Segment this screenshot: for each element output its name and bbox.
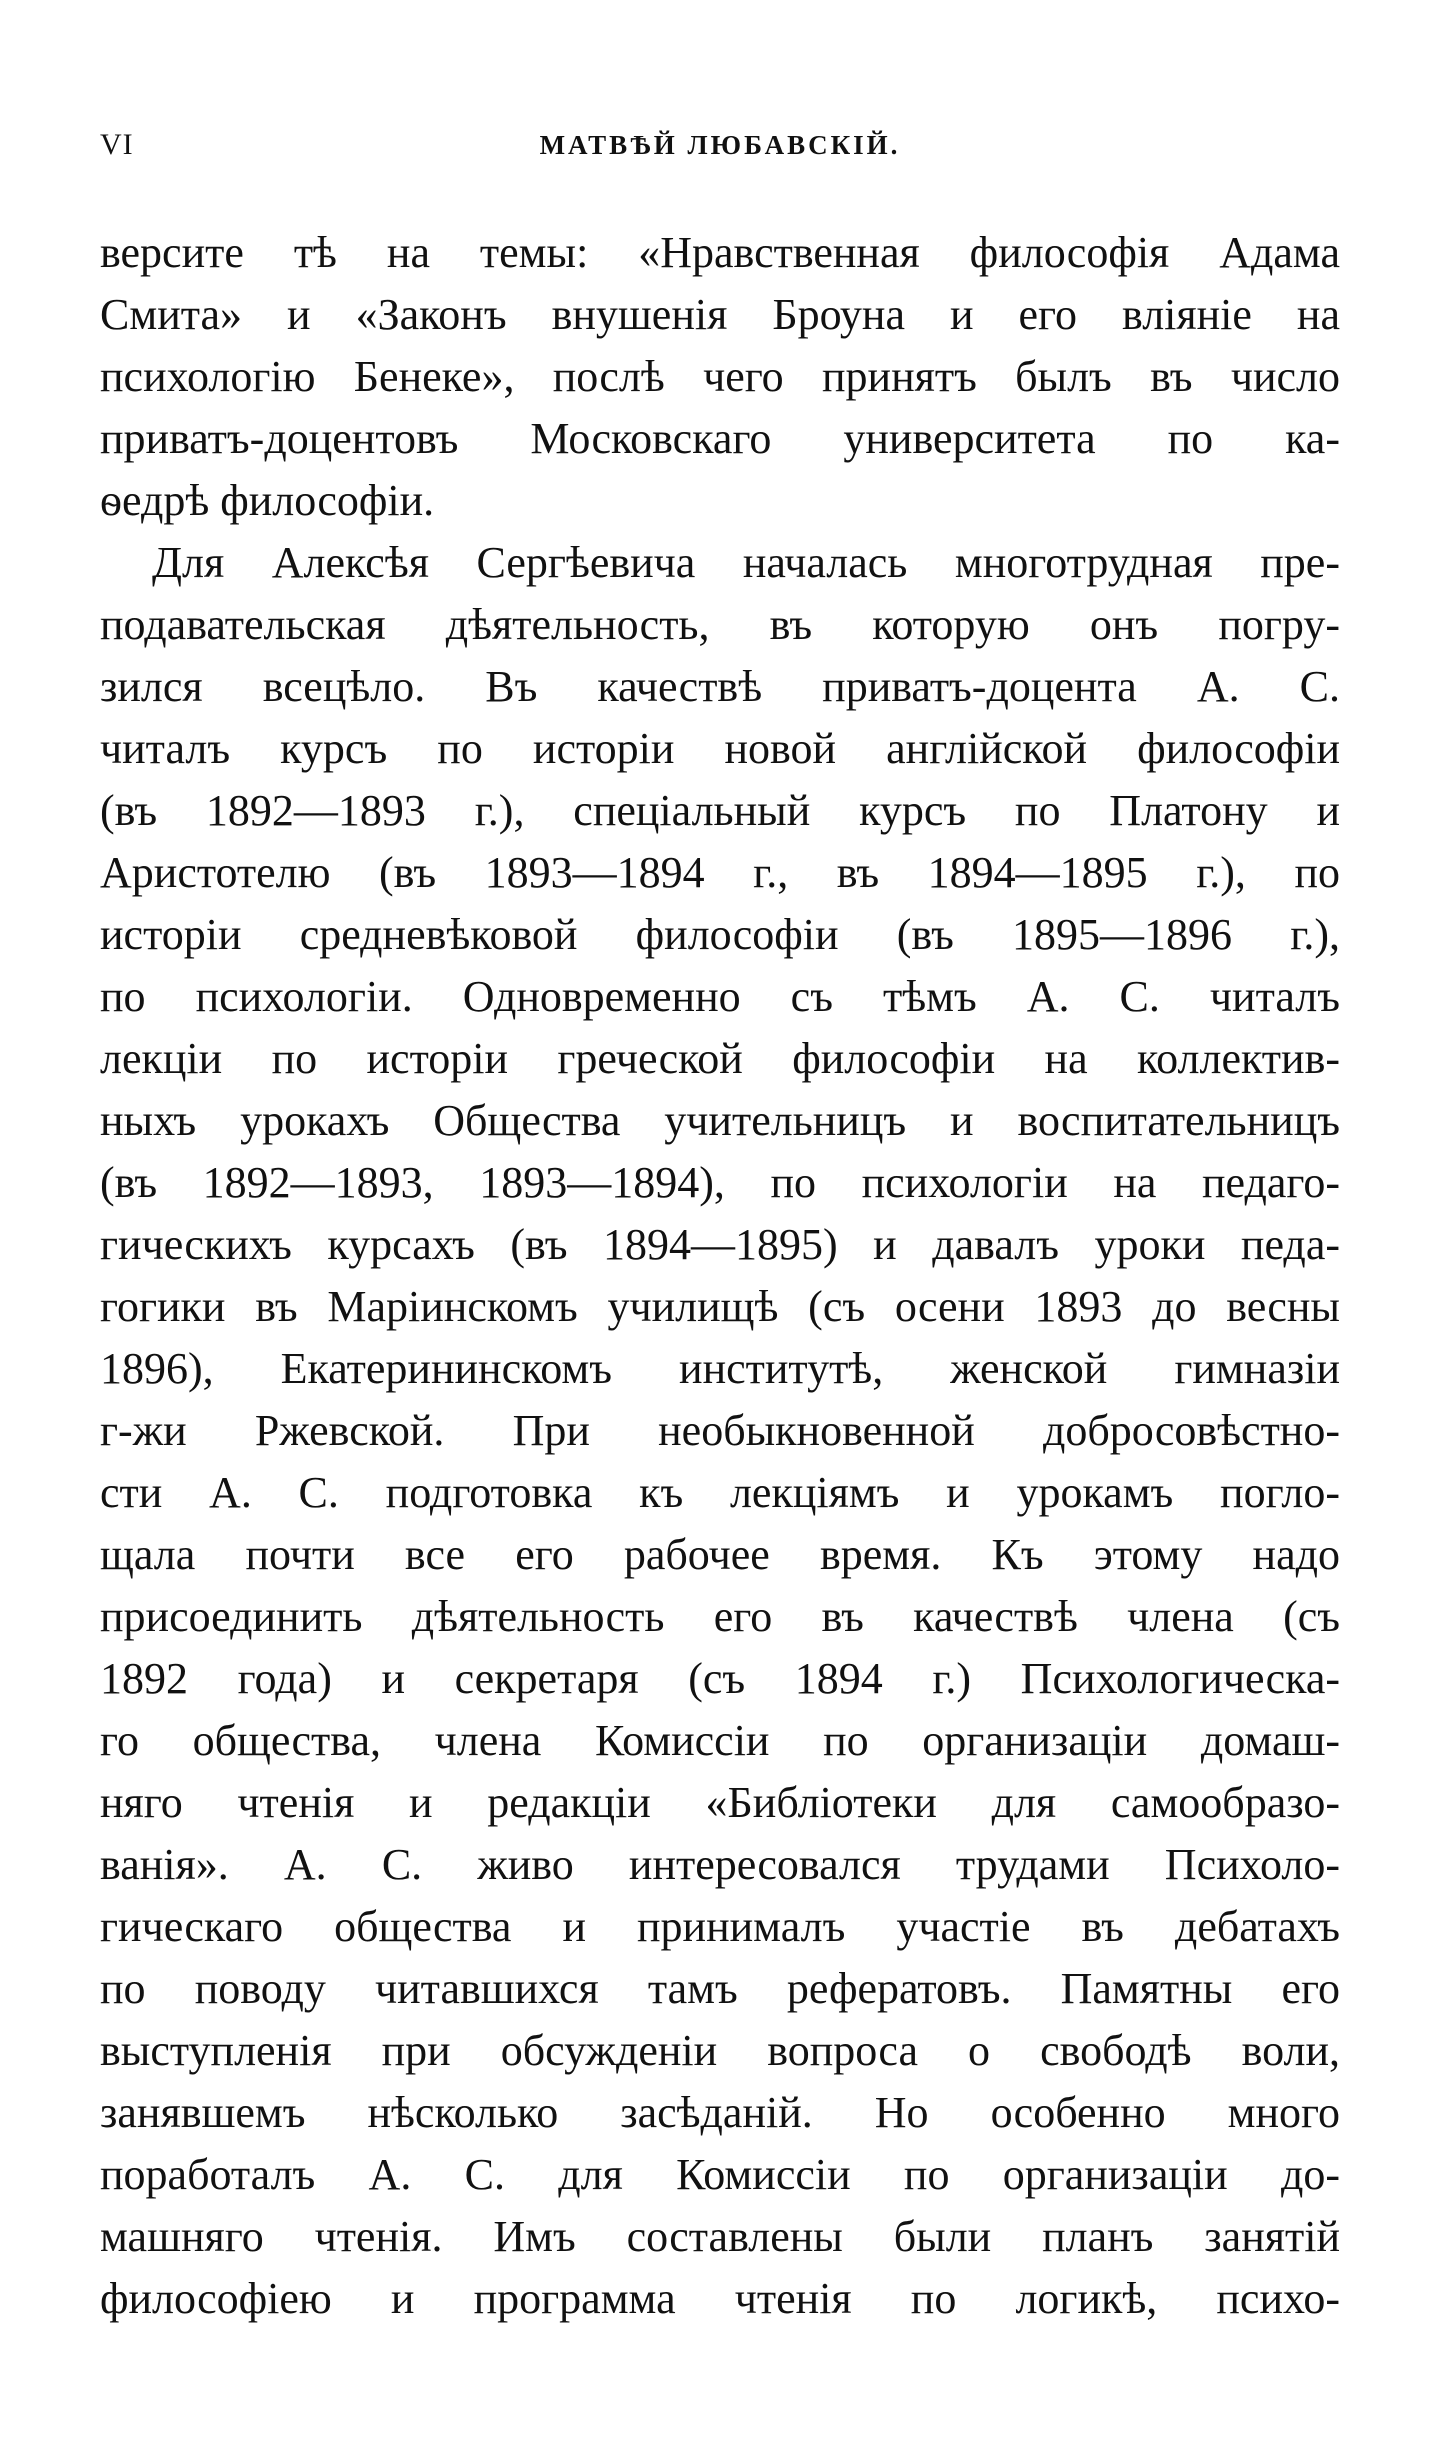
text-line: г-жи Ржевской. При необыкновенной добросовѣстно- [100,1406,1340,1455]
text-line: (въ 1892—1893 г.), спеціальный курсъ по Платону и [100,786,1340,835]
text-line: исторіи средневѣковой философіи (въ 1895—1896 г.), [100,910,1340,959]
text-line: присоединить дѣятельность его въ качествѣ члена (съ [100,1592,1340,1641]
text-line: по поводу читавшихся тамъ рефератовъ. Памятны его [100,1964,1340,2013]
body-text [100,222,1340,2330]
text-line: машняго чтенія. Имъ составлены были планъ занятій [100,2212,1340,2261]
text-line: (въ 1892—1893, 1893—1894), по психологіи на педаго- [100,1158,1340,1207]
running-title: МАТВѢЙ ЛЮБАВСКІЙ. [539,130,901,160]
paragraph-first-line: Для Алексѣя Сергѣевича началась многотрудная пре- [152,538,1340,587]
text-line: 1892 года) и секретаря (съ 1894 г.) Психологическа- [100,1654,1340,1703]
text-line: поработалъ А. С. для Комиссіи по организаціи до- [100,2150,1340,2199]
text-line: го общества, члена Комиссіи по организаціи домаш- [100,1716,1340,1765]
text-line: выступленія при обсужденіи вопроса о свободѣ воли, [100,2026,1340,2075]
page-number: VI [100,128,134,161]
text-line: гическихъ курсахъ (въ 1894—1895) и давалъ уроки педа- [100,1220,1340,1269]
text-line: ванія». А. С. живо интересовался трудами Психоло- [100,1840,1340,1889]
text-line: лекціи по исторіи греческой философіи на коллектив- [100,1034,1340,1083]
text-line: ѳедрѣ философіи. [100,476,435,525]
text-line: читалъ курсъ по исторіи новой англійской философіи [100,724,1340,773]
text-line: гогики въ Маріинскомъ училищѣ (съ осени 1893 до весны [100,1282,1340,1331]
text-line: ныхъ урокахъ Общества учительницъ и воспитательницъ [100,1096,1340,1145]
text-line: психологію Бенеке», послѣ чего принятъ былъ въ число [100,352,1340,401]
text-line: сти А. С. подготовка къ лекціямъ и урокамъ погло- [100,1468,1340,1517]
text-line: по психологіи. Одновременно съ тѣмъ А. С. читалъ [100,972,1340,1021]
text-line: приватъ-доцентовъ Московскаго университета по ка- [100,414,1340,463]
text-line: гическаго общества и принималъ участіе въ дебатахъ [100,1902,1340,1951]
text-line: занявшемъ нѣсколько засѣданій. Но особенно много [100,2088,1340,2137]
text-line: 1896), Екатерининскомъ институтѣ, женской гимназіи [100,1344,1340,1393]
text-line: Аристотелю (въ 1893—1894 г., въ 1894—1895 г.), по [100,848,1340,897]
text-line: философіею и программа чтенія по логикѣ, психо- [100,2274,1340,2323]
text-line: няго чтенія и редакціи «Библіотеки для самообразо- [100,1778,1340,1827]
text-line: щала почти все его рабочее время. Къ этому надо [100,1530,1340,1579]
text-line: зился всецѣло. Въ качествѣ приватъ-доцента А. С. [100,662,1340,711]
text-line: подавательская дѣятельность, въ которую онъ погру- [100,600,1340,649]
page-header [100,128,1340,178]
text-line: версите тѣ на темы: «Нравственная философія Адама [100,228,1340,277]
text-line: Смита» и «Законъ внушенія Броуна и его вліяніе на [100,290,1340,339]
